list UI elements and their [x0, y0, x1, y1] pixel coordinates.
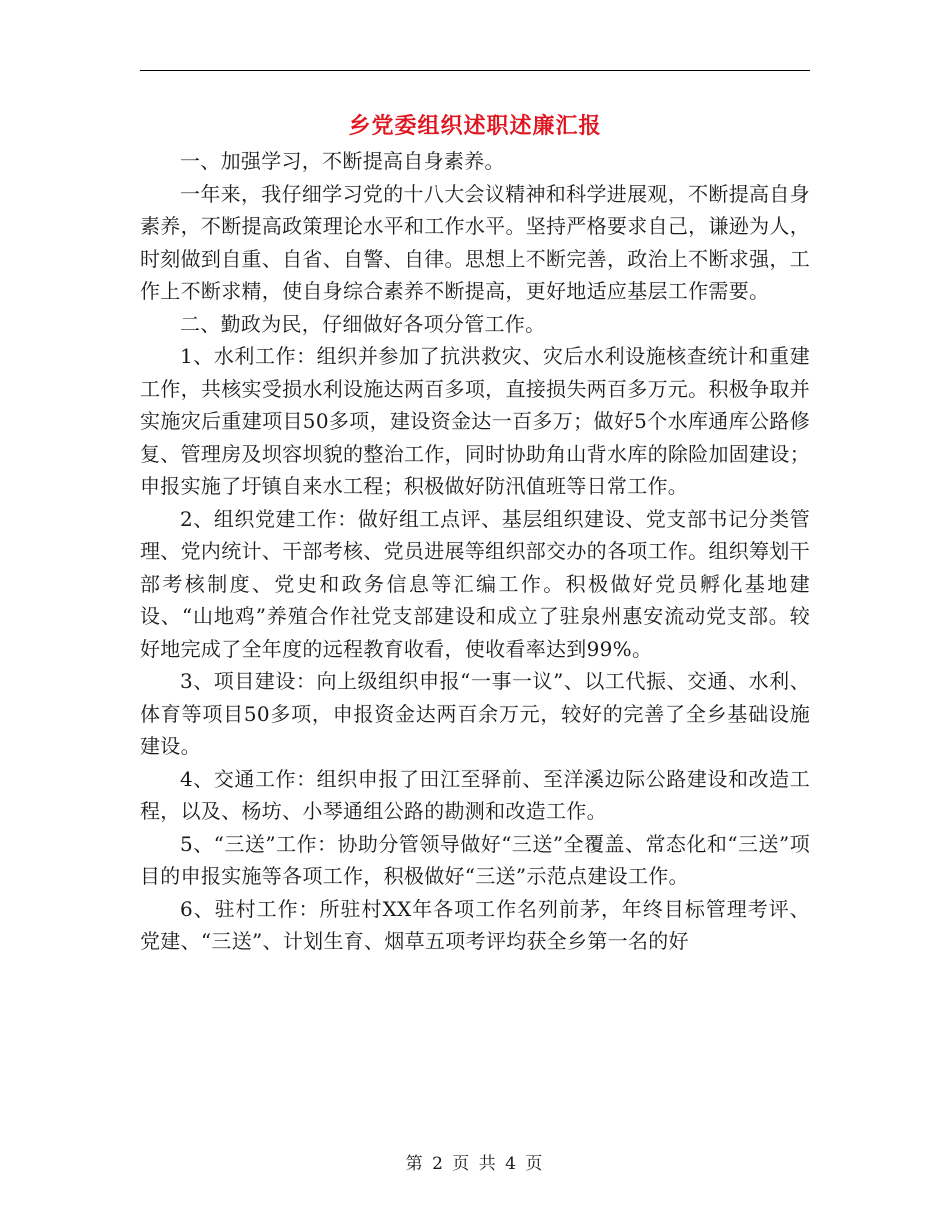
paragraph-village-work: 6、驻村工作：所驻村XX年各项工作名列前茅，年终目标管理考评、党建、“三送”、计划生育、烟草五项考评均获全乡第一名的好 [140, 896, 810, 953]
document-title: 乡党委组织述职述廉汇报 [348, 113, 602, 139]
paragraph-transportation: 4、交通工作：组织申报了田江至驿前、至洋溪边际公路建设和改造工程，以及、杨坊、小琴通组公路的勘测和改造工作。 [140, 766, 810, 823]
page-number: 第 2 页 共 4 页 [405, 1154, 545, 1174]
paragraph-project-construction: 3、项目建设：向上级组织申报“一事一议”、以工代振、交通、水利、体育等项目50多项，申报资金达两百余万元，较好的完善了全乡基础设施建设。 [140, 669, 810, 758]
header-rule [140, 70, 810, 71]
paragraph-heading-2: 二、勤政为民，仔细做好各项分管工作。 [180, 311, 546, 336]
paragraph-study: 一年来，我仔细学习党的十八大会议精神和科学进展观，不断提高自身素养，不断提高政策理论水平和工作水平。坚持严格要求自己，谦逊为人，时刻做到自重、自省、自警、自律。思想上不断完善，政治上不断求强，工作上不断求精，使自身综合素养不断提高，更好地适应基层工作需要。 [140, 181, 810, 303]
paragraph-party-building: 2、组织党建工作：做好组工点评、基层组织建设、党支部书记分类管理、党内统计、干部考核、党员进展等组织部交办的各项工作。组织筹划干部考核制度、党史和政务信息等汇编工作。积极做好党员孵化基地建设、“山地鸡”养殖合作社党支部建设和成立了驻泉州惠安流动党支部。较好地完成了全年度的远程教育收看，使收看率达到99%。 [140, 506, 810, 661]
paragraph-heading-1: 一、加强学习，不断提高自身素养。 [180, 149, 505, 173]
paragraph-three-sends: 5、“三送”工作：协助分管领导做好“三送”全覆盖、常态化和“三送”项目的申报实施等各项工作，积极做好“三送”示范点建设工作。 [140, 831, 810, 888]
paragraph-water-conservancy: 1、水利工作：组织并参加了抗洪救灾、灾后水利设施核查统计和重建工作，共核实受损水利设施达两百多项，直接损失两百多万元。积极争取并实施灾后重建项目50多项，建设资金达一百多万；做好5个水库通库公路修复、管理房及坝容坝貌的整治工作，同时协助角山背水库的除险加固建设；申报实施了圩镇自来水工程；积极做好防汛值班等日常工作。 [140, 344, 810, 498]
document-body [140, 145, 810, 958]
